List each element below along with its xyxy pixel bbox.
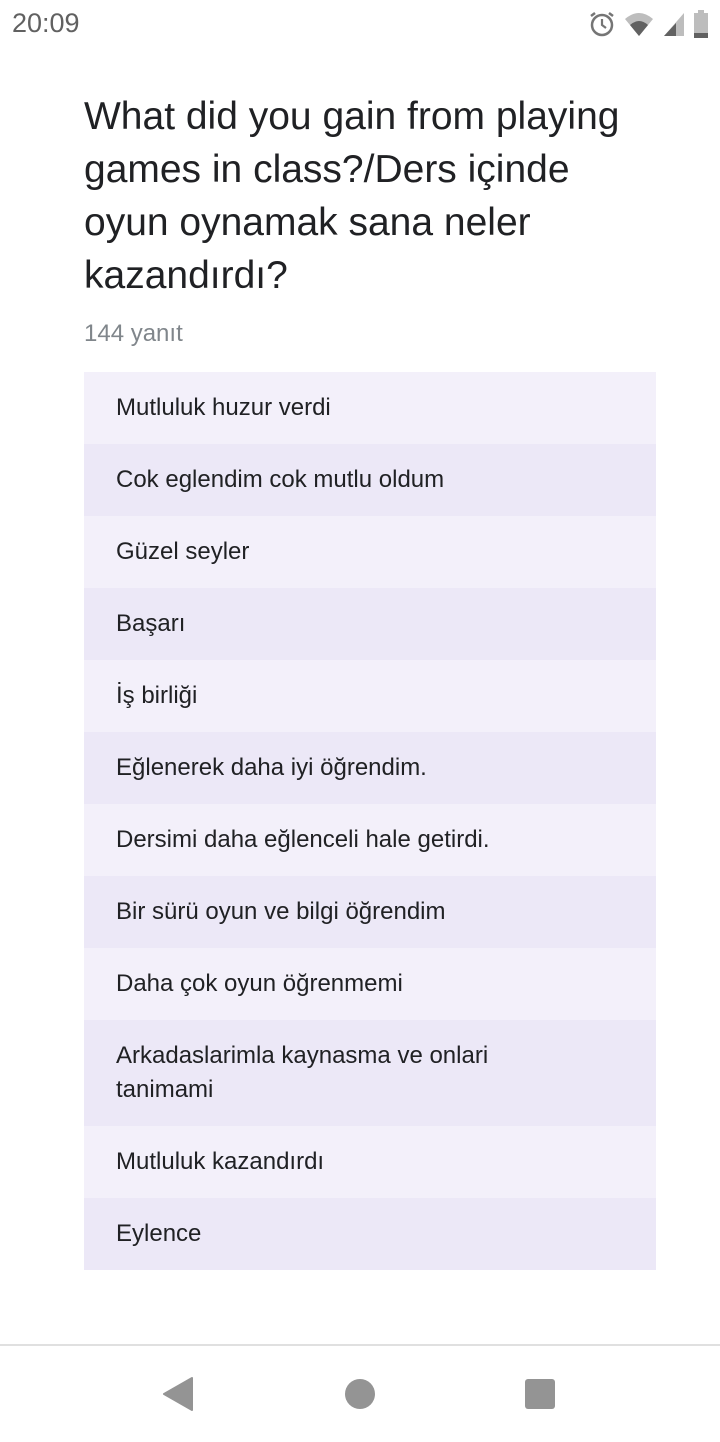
response-item: Daha çok oyun öğrenmemi [84,948,656,1020]
response-count: 144 yanıt [84,320,183,347]
status-bar [0,0,720,50]
response-item: Dersimi daha eğlenceli hale getirdi. [84,804,656,876]
status-icons [588,10,708,38]
response-item: Mutluluk huzur verdi [84,372,656,444]
wifi-icon [624,11,654,37]
navigation-bar [0,1344,720,1442]
response-list[interactable] [84,394,656,1247]
response-item: Cok eglendim cok mutlu oldum [84,444,656,516]
response-item: Başarı [84,588,656,660]
signal-icon [662,11,686,37]
response-item: Güzel seyler [84,516,656,588]
back-icon[interactable] [160,1376,196,1412]
response-item: Mutluluk kazandırdı [84,1126,656,1198]
clock: 20:09 [12,8,80,38]
response-item: İş birliği [84,660,656,732]
response-item: Eylence [84,1198,656,1270]
home-icon[interactable] [342,1376,378,1412]
battery-icon [694,10,708,38]
alarm-icon [588,10,616,38]
question-title: What did you gain from playing games in class?/Ders içinde oyun oynamak sana neler kazandırdı? [84,95,620,297]
recents-icon[interactable] [522,1376,558,1412]
response-item: Arkadaslarimla kaynasma ve onlari tanimami [84,1020,656,1126]
response-item: Eğlenerek daha iyi öğrendim. [84,732,656,804]
response-item: Bir sürü oyun ve bilgi öğrendim [84,876,656,948]
